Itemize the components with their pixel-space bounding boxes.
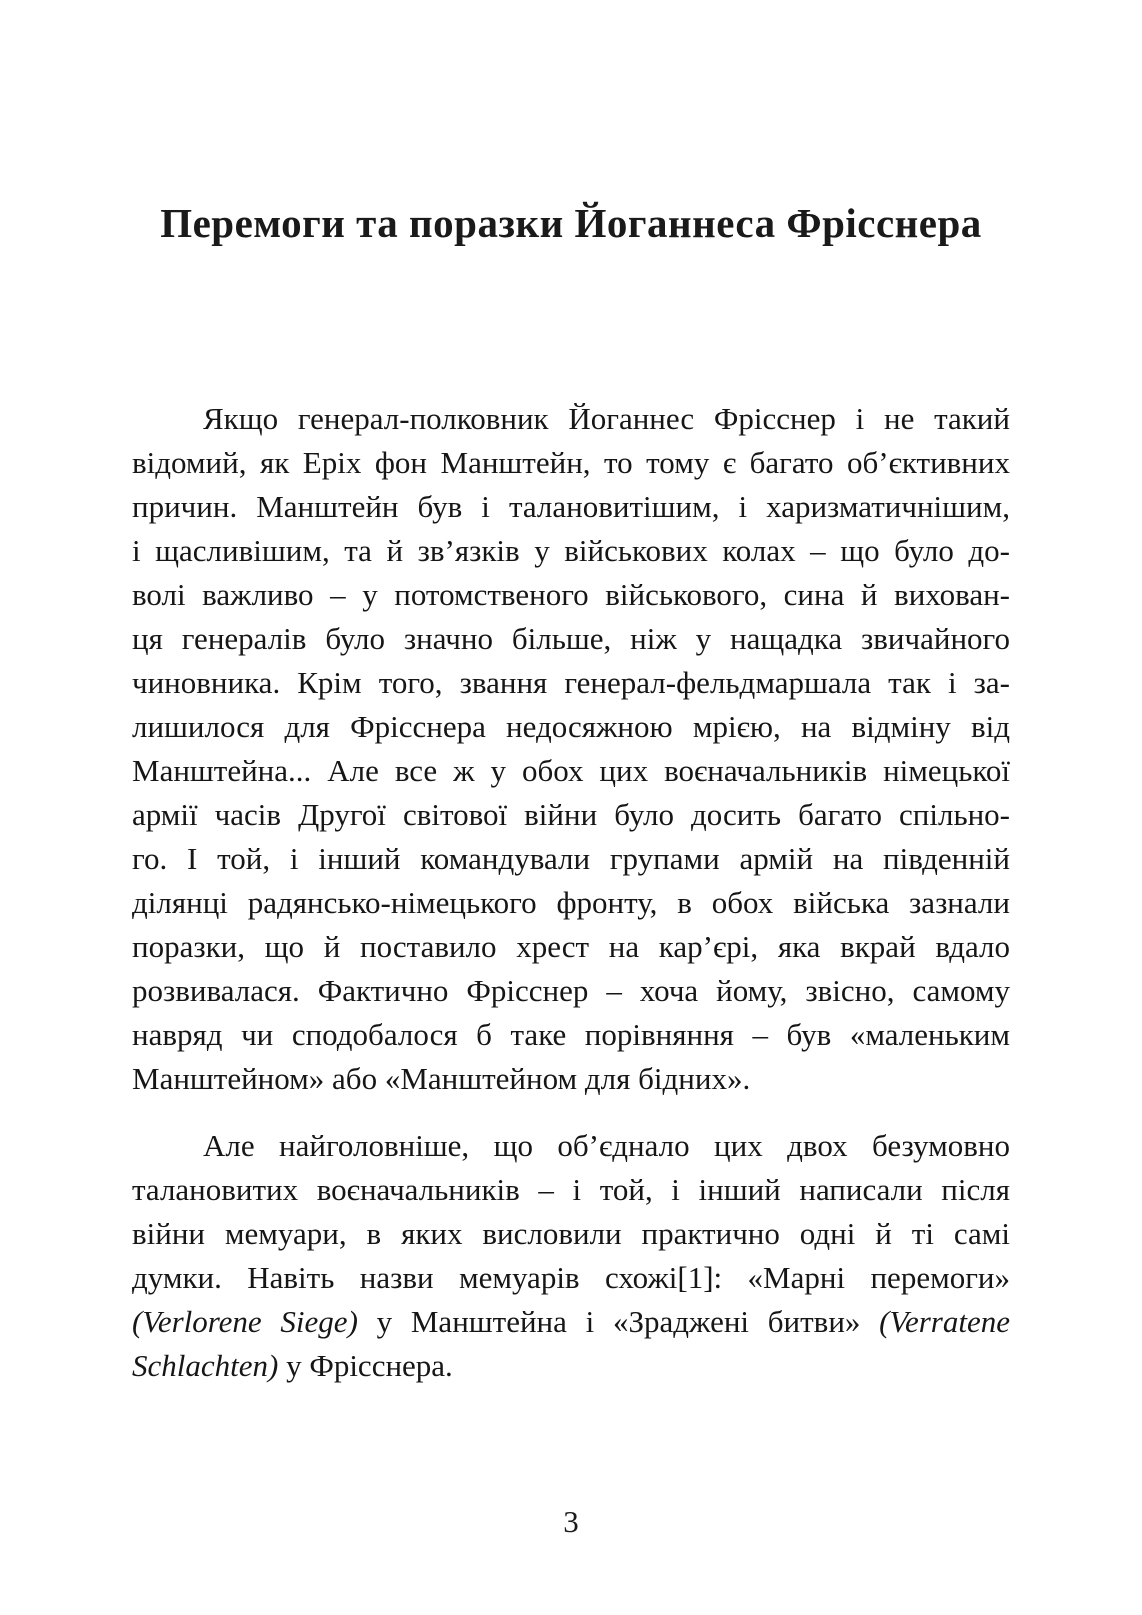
italic-text: (Verratene [879, 1304, 1010, 1339]
text-line [132, 1344, 1010, 1388]
regular-text: і щасливішим, та й зв’язків у військових колах – що було до- [132, 533, 1010, 568]
regular-text: розвивалася. Фактично Фрісснер – хоча йому, звісно, самому [132, 973, 1010, 1008]
text-line [132, 705, 1010, 749]
chapter-title: Перемоги та поразки Йоганнеса Фрісснера [160, 200, 982, 246]
text-line [132, 529, 1010, 573]
text-line [132, 1256, 1010, 1300]
text-line [132, 881, 1010, 925]
regular-text: Але найголовніше, що об’єднало цих двох безумовно [203, 1128, 1010, 1163]
text-line [132, 397, 1010, 441]
text-line [132, 925, 1010, 969]
text-line [132, 485, 1010, 529]
paragraph [132, 1124, 1010, 1388]
italic-text: (Verlorene Siege) [132, 1304, 358, 1339]
text-line [132, 1300, 1010, 1344]
regular-text: Манштейна... Але все ж у обох цих воєначальників німецької [132, 753, 1010, 788]
text-line [132, 1057, 1010, 1101]
text-line [132, 1212, 1010, 1256]
regular-text: навряд чи сподобалося б таке порівняння – був «маленьким [132, 1017, 1010, 1052]
text-line [132, 1013, 1010, 1057]
text-line [132, 1168, 1010, 1212]
text-line [132, 617, 1010, 661]
regular-text: ділянці радянсько-німецького фронту, в обох війська зазнали [132, 885, 1010, 920]
italic-text: Schlachten) [132, 1348, 279, 1383]
regular-text: думки. Навіть назви мемуарів схожі[1]: «Марні перемоги» [132, 1260, 1010, 1295]
regular-text: армії часів Другої світової війни було досить багато спільно- [132, 797, 1010, 832]
text-line [132, 573, 1010, 617]
text-line [132, 749, 1010, 793]
page-number: 3 [563, 1504, 579, 1539]
text-line [132, 661, 1010, 705]
regular-text: ця генералів було значно більше, ніж у нащадка звичайного [132, 621, 1010, 656]
text-line [132, 793, 1010, 837]
regular-text: чиновника. Крім того, звання генерал-фельдмаршала так і за- [132, 665, 1010, 700]
text-line [132, 1124, 1010, 1168]
regular-text: поразки, що й поставило хрест на кар’єрі, яка вкрай вдало [132, 929, 1010, 964]
text-line [132, 969, 1010, 1013]
regular-text: го. І той, і інший командували групами армій на південній [132, 841, 1010, 876]
regular-text: відомий, як Еріх фон Манштейн, то тому є багато об’єктивних [132, 445, 1010, 480]
regular-text: війни мемуари, в яких висловили практично одні й ті самі [132, 1216, 1010, 1251]
text-line [132, 441, 1010, 485]
regular-text: Манштейном» або «Манштейном для бідних». [132, 1061, 751, 1096]
regular-text: причин. Манштейн був і талановитішим, і харизматичнішим, [132, 489, 1010, 524]
body-text [132, 397, 1010, 1388]
regular-text: у Фрісснера. [278, 1348, 453, 1383]
regular-text: лишилося для Фрісснера недосяжною мрією, на відміну від [132, 709, 1010, 744]
regular-text: волі важливо – у потомственого військового, сина й вихован- [132, 577, 1010, 612]
paragraph [132, 397, 1010, 1101]
regular-text: талановитих воєначальників – і той, і інший написали після [132, 1172, 1010, 1207]
regular-text: Якщо генерал-полковник Йоганнес Фрісснер і не такий [203, 401, 1010, 436]
text-line [132, 837, 1010, 881]
regular-text: у Манштейна і «Зраджені битви» [357, 1304, 880, 1339]
